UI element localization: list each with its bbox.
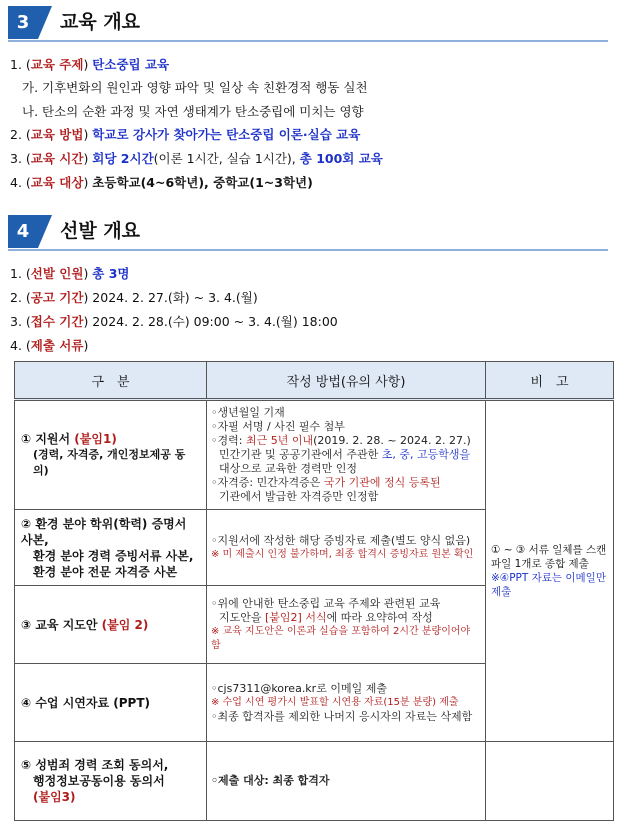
documents-table xyxy=(14,361,614,821)
section-3-heading xyxy=(8,4,608,42)
method-note: ※ 수업 시연 평가시 발표할 시연용 자료(15분 분량) 제출 xyxy=(211,696,459,708)
row-method xyxy=(207,586,486,664)
table-header-row xyxy=(15,362,614,400)
row-method xyxy=(207,510,486,586)
remark-cell-empty xyxy=(486,742,614,821)
header-category: 구 분 xyxy=(15,362,207,400)
notice-period-line: 2. (공고 기간) 2024. 2. 27.(화) ~ 3. 4.(월) xyxy=(10,290,258,305)
method-item: ◦경력: 최근 5년 이내(2019. 2. 28. ~ 2024. 2. 27.) xyxy=(211,434,471,447)
edu-target-line: 4. (교육 대상) 초등학교(4~6학년), 중학교(1~3학년) xyxy=(10,175,313,190)
remark-text: ① ~ ③ 서류 일체를 스캔파일 1개로 종합 제출 xyxy=(491,544,607,570)
method-item: ◦자격증: 민간자격증은 국가 기관에 정식 등록된 xyxy=(211,476,441,489)
row-category xyxy=(15,400,207,510)
remark-cell xyxy=(486,400,614,742)
application-period-line: 3. (접수 기간) 2024. 2. 28.(수) 09:00 ~ 3. 4.(월) 18:00 xyxy=(10,314,338,329)
category-title: 환경 분야 전문 자격증 사본 xyxy=(33,564,178,579)
method-item: ◦최종 합격자를 제외한 나머지 응시자의 자료는 삭제함 xyxy=(211,709,473,723)
section-number-badge: 3 xyxy=(8,6,38,39)
method-item: ◦자필 서명 / 사진 필수 첨부 xyxy=(211,420,345,433)
documents-line: 4. (제출 서류) xyxy=(10,338,89,353)
method-item: ◦생년월일 기재 xyxy=(211,406,285,419)
method-note: ※ 교육 지도안은 이론과 실습을 포함하여 2시간 분량이어야 함 xyxy=(211,625,471,651)
edu-topic-a: 가. 기후변화의 원인과 영향 파악 및 일상 속 친환경적 행동 실천 xyxy=(22,80,368,95)
category-title: ④ 수업 시연자료 (PPT) xyxy=(21,695,150,710)
header-method: 작성 방법(유의 사항) xyxy=(207,362,486,400)
method-item: ◦위에 안내한 탄소중립 교육 주제와 관련된 교육 xyxy=(211,596,441,610)
category-title: ② 환경 분야 학위(학력) 증명서 사본, xyxy=(21,516,187,547)
row-category xyxy=(15,742,207,821)
edu-topic-b: 나. 탄소의 순환 과정 및 자연 생태계가 탄소중립에 미치는 영향 xyxy=(22,104,364,119)
category-subtitle: (경력, 자격증, 개인정보제공 동의) xyxy=(33,448,186,477)
heading-underline xyxy=(8,40,608,42)
section-title: 교육 개요 xyxy=(60,11,141,33)
section-number-badge: 4 xyxy=(8,215,38,248)
method-item: 민간기관 및 공공기관에서 주관한 초, 중, 고등학생을 xyxy=(219,448,471,461)
header-remark: 비 고 xyxy=(486,362,614,400)
table-row xyxy=(15,400,614,510)
category-title: 행정정보공동이용 동의서 xyxy=(33,774,165,788)
category-title: 환경 분야 경력 증빙서류 사본, xyxy=(33,548,194,563)
category-title: ⑤ 성범죄 경력 조회 동의서, xyxy=(21,758,169,772)
table-row xyxy=(15,742,614,821)
row-method xyxy=(207,664,486,742)
remark-note: ※④PPT 자료는 이메일만 제출 xyxy=(491,572,606,598)
badge-wedge xyxy=(38,215,52,248)
category-title: ① 지원서 (붙임1) xyxy=(21,432,117,446)
method-item: ◦cjs7311@korea.kr로 이메일 제출 xyxy=(211,681,387,695)
edu-method-line: 2. (교육 방법) 학교로 강사가 찾아가는 탄소중립 이론·실습 교육 xyxy=(10,127,361,142)
category-attachment: (붙임3) xyxy=(33,790,76,804)
badge-wedge xyxy=(38,6,52,39)
row-method xyxy=(207,742,486,821)
heading-underline xyxy=(8,249,608,251)
method-item: 지도안을 [붙임2] 서식에 따라 요약하여 작성 xyxy=(219,610,433,624)
method-item: ◦지원서에 작성한 해당 증빙자료 제출(별도 양식 없음) xyxy=(211,533,471,547)
row-method xyxy=(207,400,486,510)
row-category xyxy=(15,664,207,742)
method-item: 기관에서 발급한 자격증만 인정함 xyxy=(219,490,379,503)
select-count-line: 1. (선발 인원) 총 3명 xyxy=(10,266,130,281)
row-category xyxy=(15,586,207,664)
section-title: 선발 개요 xyxy=(60,220,141,242)
method-note: ※ 미 제출시 인정 불가하며, 최종 합격시 증빙자료 원본 확인 xyxy=(211,548,474,560)
method-item: 대상으로 교육한 경력만 인정 xyxy=(219,462,358,475)
category-title: ③ 교육 지도안 (붙임 2) xyxy=(21,617,149,632)
section-4-heading xyxy=(8,213,608,251)
method-item: ◦제출 대상: 최종 합격자 xyxy=(211,774,330,787)
edu-time-line: 3. (교육 시간) 회당 2시간(이론 1시간, 실습 1시간), 총 100회 교육 xyxy=(10,151,383,166)
row-category xyxy=(15,510,207,586)
edu-topic-line: 1. (교육 주제) 탄소중립 교육 xyxy=(10,57,170,72)
